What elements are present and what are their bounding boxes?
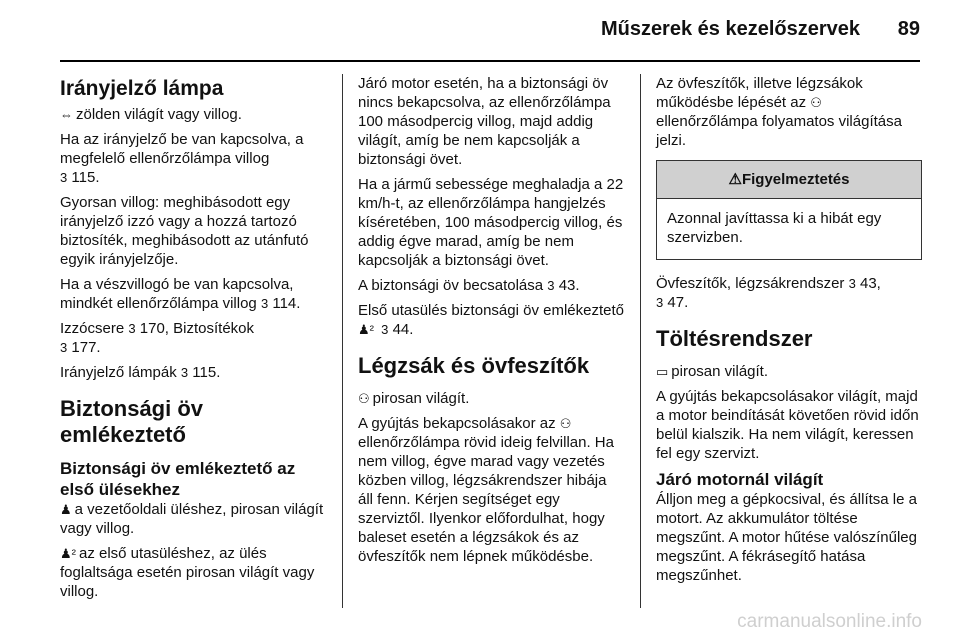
subheading-front-seats: Biztonsági öv emlékeztető az első ülésekhez (60, 459, 296, 499)
reference-arrow-icon: 3 (656, 295, 664, 310)
header-rule (60, 60, 920, 62)
paragraph: ▭ pirosan világít. (656, 363, 769, 380)
airbag-icon: ⚇ (810, 95, 822, 110)
battery-icon: ▭ (656, 364, 669, 379)
page-ref-link[interactable]: 115. (71, 169, 100, 186)
page-ref-link[interactable]: 43. (558, 277, 580, 294)
passenger-seatbelt-icon: ♟² (358, 322, 374, 337)
paragraph: Az övfeszítők, illetve légzsákok működésbe lépését az ⚇ ellenőrzőlámpa folyamatos világítása jelzi. (656, 75, 902, 149)
page-ref-link[interactable]: 114. (272, 295, 301, 312)
paragraph: A gyújtás bekapcsolásakor világít, majd a motor beindítását követően rövid időn belül kialszik. Ha nem világít, keressen fel egy szervizt. (656, 388, 919, 462)
page-header (0, 0, 960, 60)
column-1 (60, 74, 326, 607)
seatbelt-icon: ♟ (60, 502, 72, 517)
paragraph: Irányjelző lámpák 3 115. (60, 364, 221, 381)
reference-arrow-icon: 3 (848, 276, 856, 291)
warning-box (656, 160, 922, 260)
paragraph: ⚇ pirosan világít. (358, 390, 470, 407)
reference-arrow-icon: 3 (260, 296, 269, 311)
reference-arrow-icon: 3 (60, 340, 68, 355)
reference-arrow-icon: 3 (547, 278, 555, 293)
paragraph: Gyorsan villog: meghibásodott egy irányjelző izzó vagy a hozzá tartozó biztosíték, meghibásodott az utánfutó egyik irányjelzője. (60, 194, 309, 268)
subheading-engine-running: Járó motornál világít (656, 470, 824, 489)
paragraph: Járó motor esetén, ha a biztonsági öv nincs bekapcsolva, az ellenőrzőlámpa 100 másodpercig villog, majd addig világít, amíg be nem kapcsolják a biztonsági övet. (358, 75, 611, 168)
page-title: Műszerek és kezelőszervek (600, 18, 860, 40)
paragraph: ♟² az első utasüléshez, az ülés foglaltsága esetén pirosan világít vagy villog. (60, 545, 315, 600)
reference-arrow-icon: 3 (180, 365, 189, 380)
column-divider (640, 74, 641, 608)
reference-arrow-icon: 3 (381, 322, 389, 337)
column-3 (656, 74, 922, 591)
page-ref-link[interactable]: 44. (392, 321, 414, 338)
paragraph: Ha a jármű sebessége meghaladja a 22 km/h-t, az ellenőrzőlámpa hangjelzés kíséretében, 100 másodpercig villog, és addig égve marad, amíg be nem kapcsolják a biztonsági övet. (358, 176, 624, 269)
paragraph: A gyújtás bekapcsolásakor az ⚇ ellenőrzőlámpa rövid ideig felvillan. Ha nem villog, égve marad vagy vezetés közben villog, légzsákrendszer hibája áll fenn. Kérjen segítséget egy szerviztől. Ilyenkor előfordulhat, hogy baleset esetén a légzsákok és az övfeszítők nem lépnek működésbe. (358, 415, 614, 565)
paragraph: Izzócsere 3 170, Biztosítékok 3 177. (60, 320, 255, 356)
paragraph: ⇔ zölden világít vagy villog. (60, 106, 242, 123)
warning-text: Azonnal javíttassa ki a hibát egy szervizben. (667, 210, 882, 246)
watermark: carmanualsonline.info (737, 611, 922, 632)
airbag-icon: ⚇ (559, 416, 572, 431)
warning-header: ⚠Figyelmeztetés (657, 161, 921, 199)
page-ref-link[interactable]: 47. (667, 294, 689, 311)
heading-turn-signal: Irányjelző lámpa (60, 77, 224, 100)
column-2 (358, 74, 624, 572)
reference-arrow-icon: 3 (128, 321, 136, 336)
page-ref-link[interactable]: 43, (860, 275, 881, 292)
paragraph: Övfeszítők, légzsákrendszer 3 43, 3 47. (656, 275, 881, 311)
paragraph: Álljon meg a gépkocsival, és állítsa le a motort. Az akkumulátor töltése megszűnt. A motor hűtése valószínűleg megszűnt. A fékrásegítő hatása megszűnhet. (656, 491, 917, 584)
paragraph: A biztonsági öv becsatolása 3 43. (358, 277, 580, 294)
page-ref-link[interactable]: 115. (192, 364, 221, 381)
airbag-icon: ⚇ (358, 391, 370, 406)
page-number: 89 (897, 18, 920, 40)
paragraph: Ha a vészvillogó be van kapcsolva, mindkét ellenőrzőlámpa villog 3 114. (60, 276, 301, 312)
page-ref-link[interactable]: 177. (71, 339, 101, 356)
paragraph: Ha az irányjelző be van kapcsolva, a megfelelő ellenőrzőlámpa villog 3 115. (60, 131, 304, 186)
passenger-seatbelt-icon: ♟² (60, 546, 76, 561)
warning-triangle-icon: ⚠ (728, 171, 742, 188)
paragraph: ♟ a vezetőoldali üléshez, pirosan világít vagy villog. (60, 501, 324, 537)
column-divider (342, 74, 343, 608)
heading-seatbelt-reminder: Biztonsági öv emlékeztető (60, 396, 204, 447)
page-ref-link[interactable]: 170, Biztosítékok (139, 320, 255, 337)
heading-airbags: Légzsák és övfeszítők (358, 353, 590, 378)
heading-charging-system: Töltésrendszer (656, 326, 813, 351)
paragraph: Első utasülés biztonsági öv emlékeztető ♟² 3 44. (358, 302, 624, 338)
turn-signal-icon: ⇔ (60, 107, 73, 122)
reference-arrow-icon: 3 (60, 170, 68, 185)
